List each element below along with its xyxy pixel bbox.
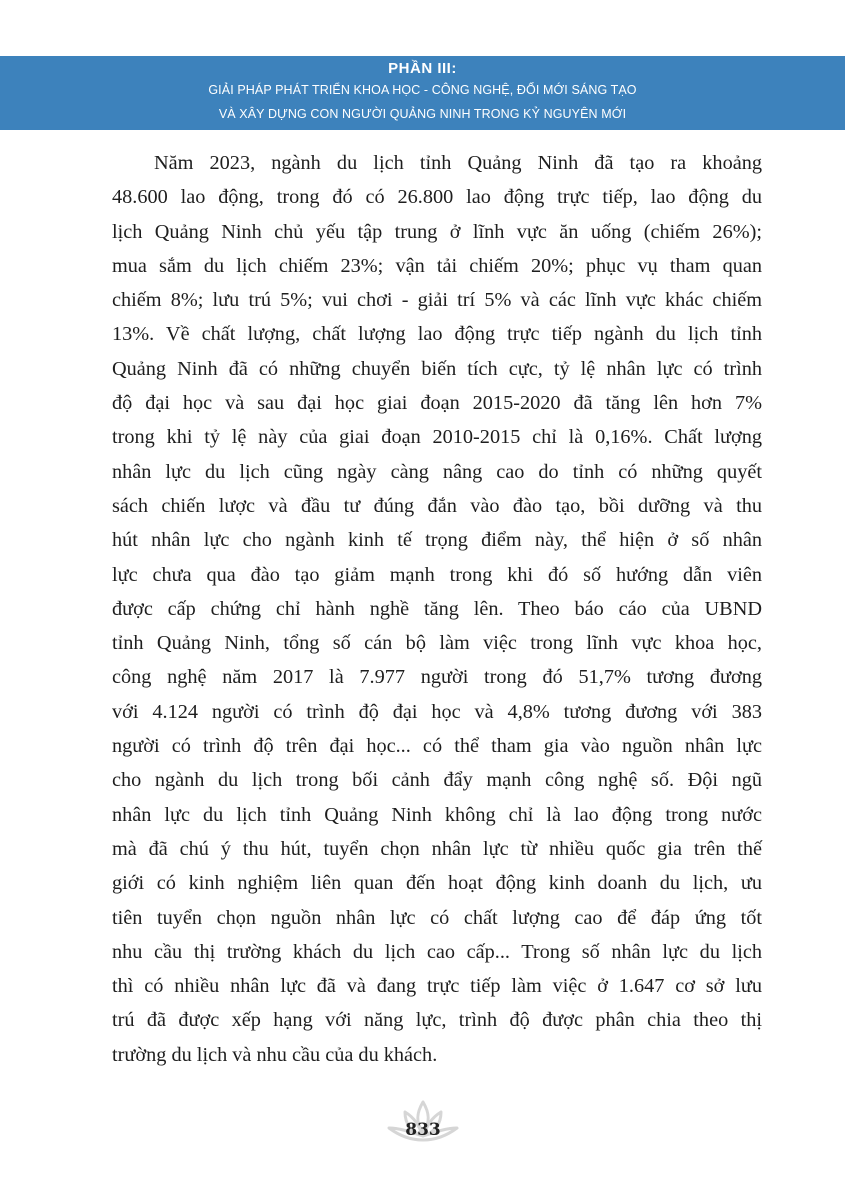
section-header-band — [0, 56, 845, 130]
body-line: 13%. Về chất lượng, chất lượng lao động trực tiếp ngành du lịch tỉnh — [112, 323, 762, 346]
body-line: lịch Quảng Ninh chủ yếu tập trung ở lĩnh vực ăn uống (chiếm 26%); — [112, 220, 762, 243]
body-line: chiếm 8%; lưu trú 5%; vui chơi - giải trí 5% và các lĩnh vực khác chiếm — [112, 289, 762, 312]
part-title: PHẦN III: — [388, 60, 457, 77]
body-line: mà đã chú ý thu hút, tuyển chọn nhân lực từ nhiều quốc gia trên thế — [112, 837, 762, 860]
page-number: 833 — [405, 1120, 441, 1140]
body-line: tỉnh Quảng Ninh, tổng số cán bộ làm việc trong lĩnh vực khoa học, — [112, 632, 762, 655]
body-line: trú đã được xếp hạng với năng lực, trình độ được phân chia theo thị — [112, 1009, 762, 1032]
body-paragraph — [112, 146, 762, 1072]
body-line: trong khi tỷ lệ này của giai đoạn 2010-2015 chỉ là 0,16%. Chất lượng — [112, 426, 762, 449]
body-line: với 4.124 người có trình độ đại học và 4,8% tương đương với 383 — [112, 700, 762, 723]
body-line: giới có kinh nghiệm liên quan đến hoạt động kinh doanh du lịch, ưu — [112, 872, 762, 895]
body-line: Năm 2023, ngành du lịch tỉnh Quảng Ninh đã tạo ra khoảng — [154, 152, 762, 174]
body-line: được cấp chứng chỉ hành nghề tăng lên. Theo báo cáo của UBND — [112, 597, 762, 620]
section-subtitle-line-2: VÀ XÂY DỰNG CON NGƯỜI QUẢNG NINH TRONG KỶ NGUYÊN MỚI — [218, 107, 627, 121]
body-line: hút nhân lực cho ngành kinh tế trọng điểm này, thể hiện ở số nhân — [112, 529, 762, 552]
section-subtitle-line-1: GIẢI PHÁP PHÁT TRIỂN KHOA HỌC - CÔNG NGHỆ, ĐỔI MỚI SÁNG TẠO — [208, 83, 637, 97]
body-line: Quảng Ninh đã có những chuyển biến tích cực, tỷ lệ nhân lực có trình — [112, 357, 762, 380]
body-line: nhân lực du lịch cũng ngày càng nâng cao do tỉnh có những quyết — [112, 460, 762, 483]
body-line: độ đại học và sau đại học giai đoạn 2015-2020 đã tăng lên hơn 7% — [112, 392, 762, 415]
page-footer — [387, 1098, 459, 1150]
body-line: nhân lực du lịch tỉnh Quảng Ninh không chỉ là lao động trong nước — [112, 803, 762, 826]
body-line: thì có nhiều nhân lực đã và đang trực tiếp làm việc ở 1.647 cơ sở lưu — [112, 975, 762, 998]
body-line: trường du lịch và nhu cầu của du khách. — [112, 1043, 438, 1066]
body-line: mua sắm du lịch chiếm 23%; vận tải chiếm 20%; phục vụ tham quan — [112, 254, 762, 277]
body-line: 48.600 lao động, trong đó có 26.800 lao động trực tiếp, lao động du — [112, 186, 762, 209]
body-line: công nghệ năm 2017 là 7.977 người trong đó 51,7% tương đương — [112, 666, 762, 689]
body-line: nhu cầu thị trường khách du lịch cao cấp... Trong số nhân lực du lịch — [112, 940, 762, 963]
body-line: sách chiến lược và đầu tư đúng đắn vào đào tạo, bồi dưỡng và thu — [112, 494, 762, 517]
body-line: lực chưa qua đào tạo giảm mạnh trong khi đó số hướng dẫn viên — [112, 563, 762, 586]
body-line: người có trình độ trên đại học... có thể tham gia vào nguồn nhân lực — [112, 735, 762, 758]
body-line: cho ngành du lịch trong bối cảnh đẩy mạnh công nghệ số. Đội ngũ — [112, 769, 762, 792]
body-line: tiên tuyển chọn nguồn nhân lực có chất lượng cao để đáp ứng tốt — [112, 906, 762, 929]
